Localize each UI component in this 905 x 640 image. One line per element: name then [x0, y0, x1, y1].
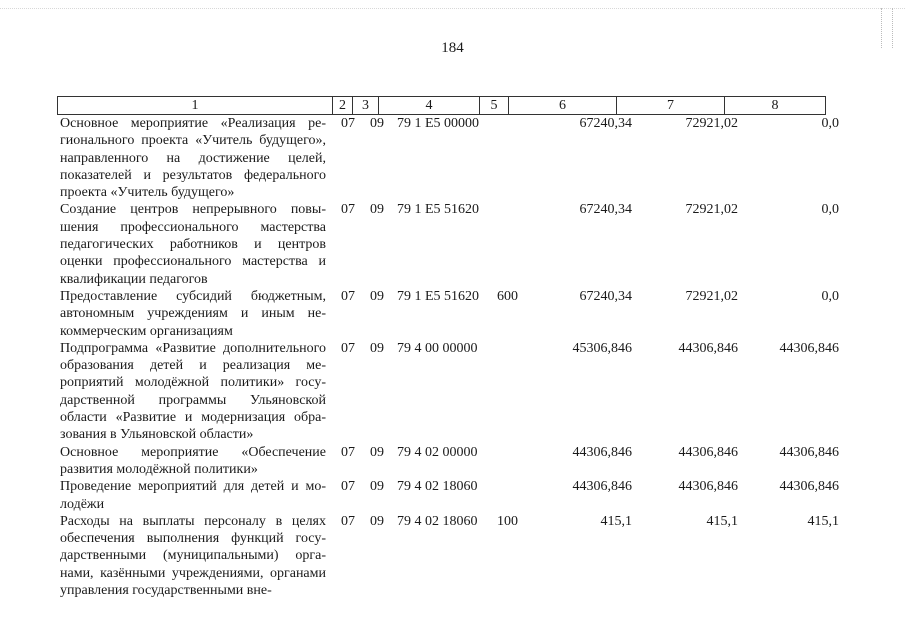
row-description: Расходы на выплаты персоналу в целях обеспечения выполнения функций государственными (муниципальными) органами, казёнными учреждениями, органами управления государственными вне- [60, 513, 326, 599]
row-section: 07 [341, 513, 355, 529]
row-target-code: 79 1 E5 00000 [397, 116, 480, 131]
row-expense-type: 100 [497, 513, 518, 529]
row-description: Проведение мероприятий для детей и молодёжи [60, 479, 326, 512]
row-subsection: 09 [370, 479, 384, 495]
row-target-code: 79 1 E5 51620 [397, 202, 480, 218]
row-amount-2: 72921,02 [685, 116, 738, 131]
row-amount-3: 0,0 [821, 116, 839, 131]
row-amount-2: 72921,02 [685, 288, 738, 304]
row-section: 07 [341, 116, 355, 131]
table-row [57, 444, 847, 479]
row-description: Основное мероприятие «Обеспечение развития молодёжной политики» [60, 444, 326, 477]
header-col-5: 5 [480, 97, 509, 115]
row-description: Создание центров непрерывного повышения профессионального мастерства педагогических работников и центров оценки профессионального мастерства и квалификации педагогов [60, 202, 326, 287]
row-description: Основное мероприятие «Реализация регионального проекта «Учитель будущего», направленного на достижение целей, показателей и результатов федерального проекта «Учитель будущего» [60, 116, 326, 201]
table-row [57, 340, 847, 444]
row-amount-3: 44306,846 [779, 479, 839, 495]
table-row [57, 513, 847, 599]
row-section: 07 [341, 340, 355, 356]
header-col-2: 2 [333, 97, 353, 115]
row-amount-1: 45306,846 [572, 340, 632, 356]
header-col-8: 8 [725, 97, 826, 115]
row-amount-3: 415,1 [807, 513, 839, 529]
row-amount-1: 415,1 [600, 513, 632, 529]
row-target-code: 79 1 E5 51620 [397, 288, 480, 304]
header-col-1: 1 [58, 97, 333, 115]
scan-artifact-line [0, 8, 905, 10]
header-col-3: 3 [353, 97, 379, 115]
row-amount-2: 44306,846 [678, 340, 738, 356]
row-subsection: 09 [370, 513, 384, 529]
row-amount-3: 0,0 [821, 288, 839, 304]
header-col-7: 7 [617, 97, 725, 115]
row-description: Предоставление субсидий бюджетным, автономным учреждениям и иным некоммерческим организациям [60, 288, 326, 339]
row-subsection: 09 [370, 288, 384, 304]
row-amount-2: 415,1 [706, 513, 738, 529]
row-expense-type: 600 [497, 288, 518, 304]
budget-rows [57, 115, 847, 599]
row-target-code: 79 4 00 00000 [397, 340, 478, 356]
table-row [57, 201, 847, 287]
row-amount-2: 44306,846 [678, 479, 738, 495]
row-amount-3: 44306,846 [779, 444, 839, 460]
row-amount-1: 67240,34 [579, 202, 632, 218]
row-section: 07 [341, 288, 355, 304]
row-target-code: 79 4 02 00000 [397, 444, 478, 460]
row-amount-3: 44306,846 [779, 340, 839, 356]
row-section: 07 [341, 444, 355, 460]
row-amount-2: 72921,02 [685, 202, 738, 218]
row-section: 07 [341, 202, 355, 218]
row-amount-1: 67240,34 [579, 288, 632, 304]
table-row [57, 478, 847, 513]
row-amount-1: 44306,846 [572, 479, 632, 495]
row-amount-1: 67240,34 [579, 116, 632, 131]
row-subsection: 09 [370, 444, 384, 460]
row-amount-2: 44306,846 [678, 444, 738, 460]
row-target-code: 79 4 02 18060 [397, 513, 478, 529]
column-header-row [58, 97, 826, 115]
row-target-code: 79 4 02 18060 [397, 479, 478, 495]
row-section: 07 [341, 479, 355, 495]
table-row [57, 288, 847, 340]
column-header-table [57, 96, 826, 115]
row-description: Подпрограмма «Развитие дополнительного образования детей и реализация мероприятий молодёжной политики» государственной программы Ульяновской области «Развитие и модернизация образования в Ульяновской области» [60, 340, 326, 443]
page-number: 184 [441, 40, 464, 56]
header-col-4: 4 [379, 97, 480, 115]
header-col-6: 6 [509, 97, 617, 115]
row-subsection: 09 [370, 202, 384, 218]
row-subsection: 09 [370, 340, 384, 356]
row-subsection: 09 [370, 116, 384, 131]
row-amount-3: 0,0 [821, 202, 839, 218]
row-amount-1: 44306,846 [572, 444, 632, 460]
table-row [57, 115, 847, 201]
